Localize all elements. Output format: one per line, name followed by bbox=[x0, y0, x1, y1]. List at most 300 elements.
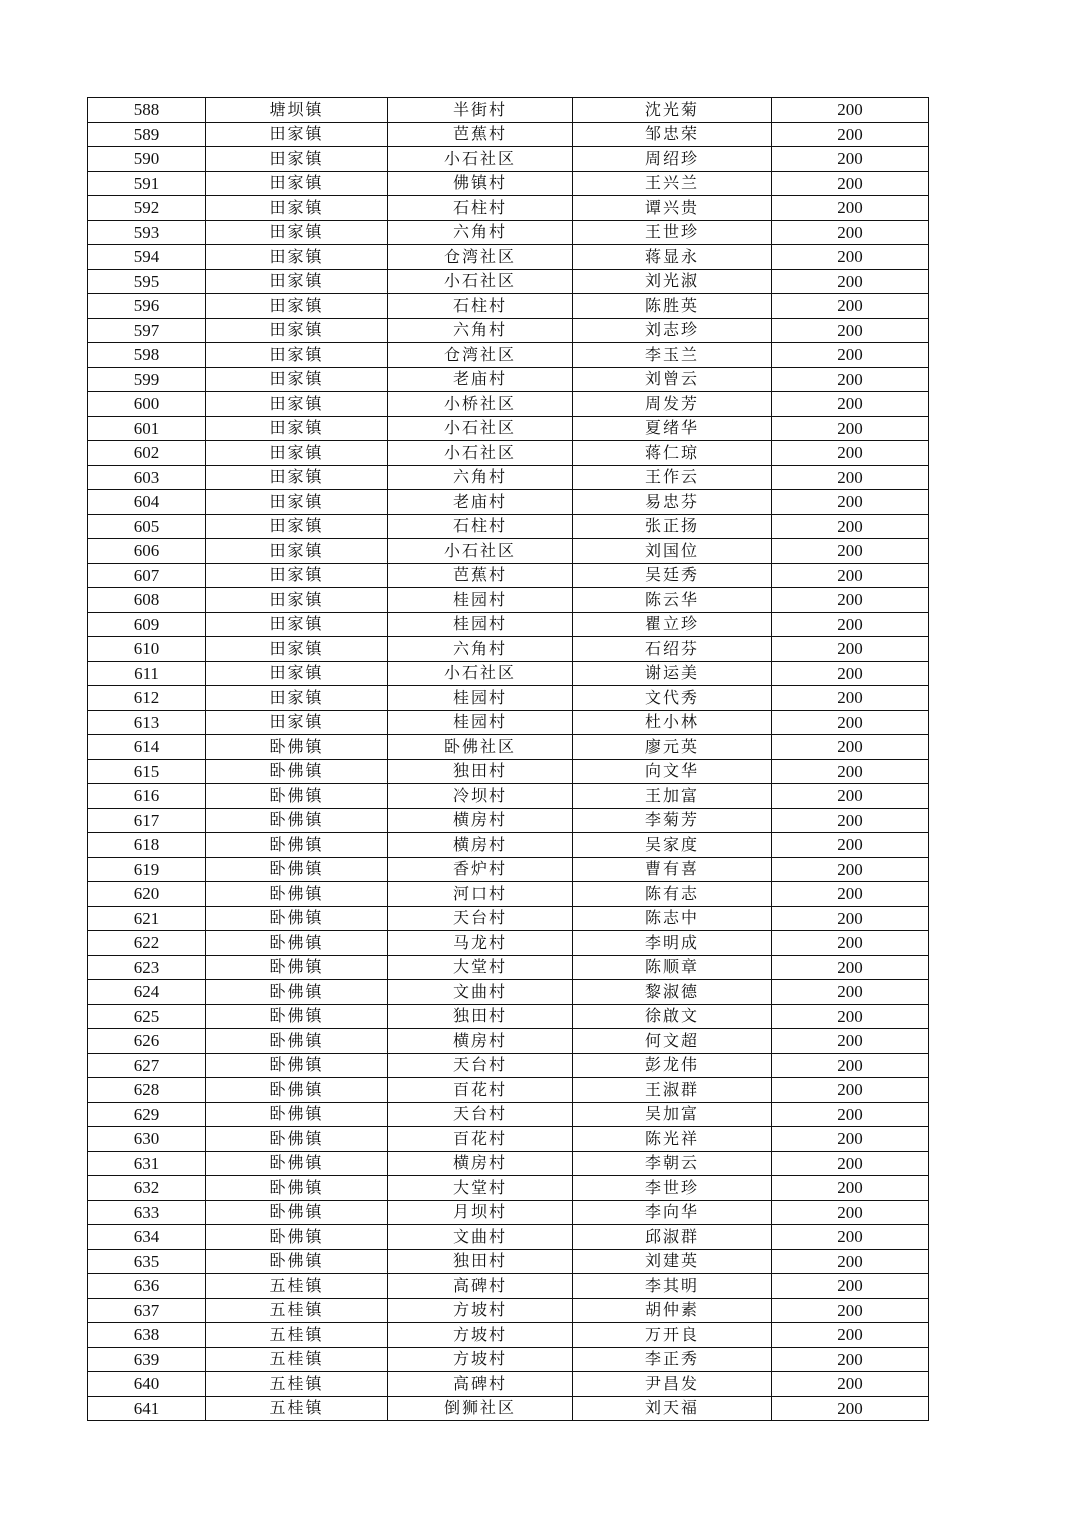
name-cell: 谭兴贵 bbox=[573, 196, 772, 221]
town-cell: 卧佛镇 bbox=[206, 1029, 388, 1054]
row-number-cell: 623 bbox=[88, 955, 206, 980]
town-cell: 卧佛镇 bbox=[206, 931, 388, 956]
row-number-cell: 605 bbox=[88, 514, 206, 539]
row-number-cell: 631 bbox=[88, 1151, 206, 1176]
village-cell: 仓湾社区 bbox=[388, 245, 573, 270]
town-cell: 卧佛镇 bbox=[206, 1151, 388, 1176]
amount-cell: 200 bbox=[772, 1347, 929, 1372]
row-number-cell: 622 bbox=[88, 931, 206, 956]
name-cell: 王淑群 bbox=[573, 1078, 772, 1103]
name-cell: 张正扬 bbox=[573, 514, 772, 539]
village-cell: 天台村 bbox=[388, 1053, 573, 1078]
table-row bbox=[88, 906, 929, 931]
table-row bbox=[88, 245, 929, 270]
row-number-cell: 599 bbox=[88, 367, 206, 392]
row-number-cell: 639 bbox=[88, 1347, 206, 1372]
table-row bbox=[88, 171, 929, 196]
row-number-cell: 629 bbox=[88, 1102, 206, 1127]
amount-cell: 200 bbox=[772, 490, 929, 515]
town-cell: 田家镇 bbox=[206, 686, 388, 711]
row-number-cell: 624 bbox=[88, 980, 206, 1005]
table-row bbox=[88, 1274, 929, 1299]
amount-cell: 200 bbox=[772, 1200, 929, 1225]
amount-cell: 200 bbox=[772, 294, 929, 319]
amount-cell: 200 bbox=[772, 955, 929, 980]
table-row bbox=[88, 637, 929, 662]
name-cell: 黎淑德 bbox=[573, 980, 772, 1005]
village-cell: 天台村 bbox=[388, 906, 573, 931]
amount-cell: 200 bbox=[772, 539, 929, 564]
name-cell: 瞿立珍 bbox=[573, 612, 772, 637]
table-row bbox=[88, 1029, 929, 1054]
town-cell: 卧佛镇 bbox=[206, 1004, 388, 1029]
name-cell: 李其明 bbox=[573, 1274, 772, 1299]
town-cell: 卧佛镇 bbox=[206, 1225, 388, 1250]
table-row bbox=[88, 269, 929, 294]
village-cell: 老庙村 bbox=[388, 367, 573, 392]
name-cell: 王兴兰 bbox=[573, 171, 772, 196]
town-cell: 五桂镇 bbox=[206, 1396, 388, 1421]
amount-cell: 200 bbox=[772, 906, 929, 931]
amount-cell: 200 bbox=[772, 318, 929, 343]
village-cell: 天台村 bbox=[388, 1102, 573, 1127]
town-cell: 田家镇 bbox=[206, 196, 388, 221]
name-cell: 陈光祥 bbox=[573, 1127, 772, 1152]
row-number-cell: 601 bbox=[88, 416, 206, 441]
row-number-cell: 615 bbox=[88, 759, 206, 784]
table-row bbox=[88, 465, 929, 490]
name-cell: 吴廷秀 bbox=[573, 563, 772, 588]
amount-cell: 200 bbox=[772, 784, 929, 809]
table-row bbox=[88, 759, 929, 784]
town-cell: 卧佛镇 bbox=[206, 833, 388, 858]
row-number-cell: 588 bbox=[88, 98, 206, 123]
name-cell: 陈顺章 bbox=[573, 955, 772, 980]
name-cell: 邱淑群 bbox=[573, 1225, 772, 1250]
town-cell: 田家镇 bbox=[206, 392, 388, 417]
name-cell: 李世珍 bbox=[573, 1176, 772, 1201]
town-cell: 田家镇 bbox=[206, 294, 388, 319]
table-row bbox=[88, 1249, 929, 1274]
name-cell: 吴加富 bbox=[573, 1102, 772, 1127]
table-row bbox=[88, 882, 929, 907]
amount-cell: 200 bbox=[772, 343, 929, 368]
village-cell: 月坝村 bbox=[388, 1200, 573, 1225]
row-number-cell: 633 bbox=[88, 1200, 206, 1225]
village-cell: 小石社区 bbox=[388, 539, 573, 564]
amount-cell: 200 bbox=[772, 1029, 929, 1054]
town-cell: 卧佛镇 bbox=[206, 1102, 388, 1127]
village-cell: 小石社区 bbox=[388, 147, 573, 172]
row-number-cell: 598 bbox=[88, 343, 206, 368]
amount-cell: 200 bbox=[772, 269, 929, 294]
town-cell: 卧佛镇 bbox=[206, 906, 388, 931]
town-cell: 卧佛镇 bbox=[206, 1249, 388, 1274]
amount-cell: 200 bbox=[772, 98, 929, 123]
amount-cell: 200 bbox=[772, 637, 929, 662]
town-cell: 田家镇 bbox=[206, 661, 388, 686]
town-cell: 卧佛镇 bbox=[206, 1176, 388, 1201]
village-cell: 横房村 bbox=[388, 1151, 573, 1176]
village-cell: 六角村 bbox=[388, 637, 573, 662]
name-cell: 刘光淑 bbox=[573, 269, 772, 294]
village-cell: 横房村 bbox=[388, 1029, 573, 1054]
table-row bbox=[88, 833, 929, 858]
amount-cell: 200 bbox=[772, 710, 929, 735]
row-number-cell: 620 bbox=[88, 882, 206, 907]
row-number-cell: 603 bbox=[88, 465, 206, 490]
name-cell: 石绍芬 bbox=[573, 637, 772, 662]
name-cell: 何文超 bbox=[573, 1029, 772, 1054]
name-cell: 刘志珍 bbox=[573, 318, 772, 343]
row-number-cell: 621 bbox=[88, 906, 206, 931]
table-row bbox=[88, 563, 929, 588]
amount-cell: 200 bbox=[772, 367, 929, 392]
town-cell: 五桂镇 bbox=[206, 1274, 388, 1299]
table-row bbox=[88, 539, 929, 564]
name-cell: 李明成 bbox=[573, 931, 772, 956]
row-number-cell: 636 bbox=[88, 1274, 206, 1299]
name-cell: 周绍珍 bbox=[573, 147, 772, 172]
row-number-cell: 626 bbox=[88, 1029, 206, 1054]
name-cell: 陈有志 bbox=[573, 882, 772, 907]
village-cell: 老庙村 bbox=[388, 490, 573, 515]
row-number-cell: 641 bbox=[88, 1396, 206, 1421]
row-number-cell: 613 bbox=[88, 710, 206, 735]
amount-cell: 200 bbox=[772, 441, 929, 466]
row-number-cell: 596 bbox=[88, 294, 206, 319]
table-row bbox=[88, 147, 929, 172]
row-number-cell: 600 bbox=[88, 392, 206, 417]
table-row bbox=[88, 343, 929, 368]
amount-cell: 200 bbox=[772, 931, 929, 956]
village-cell: 倒狮社区 bbox=[388, 1396, 573, 1421]
village-cell: 芭蕉村 bbox=[388, 122, 573, 147]
amount-cell: 200 bbox=[772, 588, 929, 613]
amount-cell: 200 bbox=[772, 686, 929, 711]
amount-cell: 200 bbox=[772, 1127, 929, 1152]
name-cell: 胡仲素 bbox=[573, 1298, 772, 1323]
table-row bbox=[88, 318, 929, 343]
table-row bbox=[88, 931, 929, 956]
row-number-cell: 616 bbox=[88, 784, 206, 809]
row-number-cell: 589 bbox=[88, 122, 206, 147]
village-cell: 小石社区 bbox=[388, 269, 573, 294]
table-row bbox=[88, 514, 929, 539]
town-cell: 五桂镇 bbox=[206, 1372, 388, 1397]
town-cell: 田家镇 bbox=[206, 539, 388, 564]
village-cell: 横房村 bbox=[388, 833, 573, 858]
name-cell: 李菊芳 bbox=[573, 808, 772, 833]
village-cell: 半街村 bbox=[388, 98, 573, 123]
town-cell: 田家镇 bbox=[206, 441, 388, 466]
table-row bbox=[88, 1053, 929, 1078]
amount-cell: 200 bbox=[772, 1298, 929, 1323]
table-row bbox=[88, 808, 929, 833]
name-cell: 易忠芬 bbox=[573, 490, 772, 515]
village-cell: 大堂村 bbox=[388, 955, 573, 980]
village-cell: 小石社区 bbox=[388, 661, 573, 686]
town-cell: 田家镇 bbox=[206, 563, 388, 588]
town-cell: 田家镇 bbox=[206, 147, 388, 172]
village-cell: 小桥社区 bbox=[388, 392, 573, 417]
table-row bbox=[88, 1372, 929, 1397]
row-number-cell: 638 bbox=[88, 1323, 206, 1348]
amount-cell: 200 bbox=[772, 245, 929, 270]
row-number-cell: 611 bbox=[88, 661, 206, 686]
town-cell: 田家镇 bbox=[206, 245, 388, 270]
amount-cell: 200 bbox=[772, 1396, 929, 1421]
name-cell: 向文华 bbox=[573, 759, 772, 784]
amount-cell: 200 bbox=[772, 735, 929, 760]
amount-cell: 200 bbox=[772, 514, 929, 539]
village-cell: 小石社区 bbox=[388, 441, 573, 466]
row-number-cell: 608 bbox=[88, 588, 206, 613]
village-cell: 方坡村 bbox=[388, 1298, 573, 1323]
name-cell: 曹有喜 bbox=[573, 857, 772, 882]
amount-cell: 200 bbox=[772, 1323, 929, 1348]
amount-cell: 200 bbox=[772, 833, 929, 858]
town-cell: 卧佛镇 bbox=[206, 1078, 388, 1103]
name-cell: 谢运美 bbox=[573, 661, 772, 686]
row-number-cell: 619 bbox=[88, 857, 206, 882]
village-cell: 石柱村 bbox=[388, 196, 573, 221]
row-number-cell: 592 bbox=[88, 196, 206, 221]
row-number-cell: 632 bbox=[88, 1176, 206, 1201]
table-row bbox=[88, 857, 929, 882]
table-row bbox=[88, 1151, 929, 1176]
amount-cell: 200 bbox=[772, 465, 929, 490]
row-number-cell: 604 bbox=[88, 490, 206, 515]
name-cell: 刘曾云 bbox=[573, 367, 772, 392]
town-cell: 五桂镇 bbox=[206, 1347, 388, 1372]
table-row bbox=[88, 1200, 929, 1225]
table-row bbox=[88, 441, 929, 466]
table-row bbox=[88, 1298, 929, 1323]
town-cell: 卧佛镇 bbox=[206, 784, 388, 809]
village-cell: 六角村 bbox=[388, 465, 573, 490]
name-cell: 陈云华 bbox=[573, 588, 772, 613]
town-cell: 卧佛镇 bbox=[206, 735, 388, 760]
amount-cell: 200 bbox=[772, 147, 929, 172]
amount-cell: 200 bbox=[772, 1372, 929, 1397]
table-row bbox=[88, 1176, 929, 1201]
row-number-cell: 627 bbox=[88, 1053, 206, 1078]
row-number-cell: 595 bbox=[88, 269, 206, 294]
village-cell: 文曲村 bbox=[388, 980, 573, 1005]
table-row bbox=[88, 735, 929, 760]
village-cell: 马龙村 bbox=[388, 931, 573, 956]
town-cell: 卧佛镇 bbox=[206, 980, 388, 1005]
town-cell: 田家镇 bbox=[206, 588, 388, 613]
town-cell: 田家镇 bbox=[206, 220, 388, 245]
row-number-cell: 597 bbox=[88, 318, 206, 343]
village-cell: 佛镇村 bbox=[388, 171, 573, 196]
town-cell: 田家镇 bbox=[206, 269, 388, 294]
name-cell: 陈志中 bbox=[573, 906, 772, 931]
town-cell: 田家镇 bbox=[206, 514, 388, 539]
amount-cell: 200 bbox=[772, 1078, 929, 1103]
village-cell: 独田村 bbox=[388, 1004, 573, 1029]
village-cell: 百花村 bbox=[388, 1127, 573, 1152]
row-number-cell: 612 bbox=[88, 686, 206, 711]
row-number-cell: 628 bbox=[88, 1078, 206, 1103]
name-cell: 李朝云 bbox=[573, 1151, 772, 1176]
name-cell: 王加富 bbox=[573, 784, 772, 809]
village-cell: 芭蕉村 bbox=[388, 563, 573, 588]
village-cell: 冷坝村 bbox=[388, 784, 573, 809]
amount-cell: 200 bbox=[772, 122, 929, 147]
amount-cell: 200 bbox=[772, 1102, 929, 1127]
table-row bbox=[88, 612, 929, 637]
table-row bbox=[88, 98, 929, 123]
amount-cell: 200 bbox=[772, 1151, 929, 1176]
roster-table bbox=[87, 97, 929, 1421]
name-cell: 刘建英 bbox=[573, 1249, 772, 1274]
row-number-cell: 617 bbox=[88, 808, 206, 833]
row-number-cell: 614 bbox=[88, 735, 206, 760]
amount-cell: 200 bbox=[772, 196, 929, 221]
table-row bbox=[88, 955, 929, 980]
village-cell: 高碑村 bbox=[388, 1372, 573, 1397]
table-row bbox=[88, 122, 929, 147]
village-cell: 石柱村 bbox=[388, 294, 573, 319]
town-cell: 田家镇 bbox=[206, 416, 388, 441]
name-cell: 陈胜英 bbox=[573, 294, 772, 319]
town-cell: 卧佛镇 bbox=[206, 955, 388, 980]
town-cell: 卧佛镇 bbox=[206, 882, 388, 907]
village-cell: 桂园村 bbox=[388, 588, 573, 613]
row-number-cell: 640 bbox=[88, 1372, 206, 1397]
village-cell: 独田村 bbox=[388, 1249, 573, 1274]
row-number-cell: 606 bbox=[88, 539, 206, 564]
name-cell: 彭龙伟 bbox=[573, 1053, 772, 1078]
table-row bbox=[88, 1396, 929, 1421]
name-cell: 杜小林 bbox=[573, 710, 772, 735]
town-cell: 卧佛镇 bbox=[206, 808, 388, 833]
village-cell: 河口村 bbox=[388, 882, 573, 907]
village-cell: 桂园村 bbox=[388, 612, 573, 637]
table-row bbox=[88, 1102, 929, 1127]
table-row bbox=[88, 294, 929, 319]
town-cell: 卧佛镇 bbox=[206, 857, 388, 882]
village-cell: 石柱村 bbox=[388, 514, 573, 539]
amount-cell: 200 bbox=[772, 1004, 929, 1029]
name-cell: 刘国位 bbox=[573, 539, 772, 564]
name-cell: 李向华 bbox=[573, 1200, 772, 1225]
village-cell: 大堂村 bbox=[388, 1176, 573, 1201]
table-row bbox=[88, 1225, 929, 1250]
town-cell: 卧佛镇 bbox=[206, 1200, 388, 1225]
town-cell: 塘坝镇 bbox=[206, 98, 388, 123]
town-cell: 卧佛镇 bbox=[206, 759, 388, 784]
town-cell: 田家镇 bbox=[206, 318, 388, 343]
town-cell: 田家镇 bbox=[206, 710, 388, 735]
name-cell: 万开良 bbox=[573, 1323, 772, 1348]
table-row bbox=[88, 1127, 929, 1152]
amount-cell: 200 bbox=[772, 1274, 929, 1299]
amount-cell: 200 bbox=[772, 759, 929, 784]
row-number-cell: 637 bbox=[88, 1298, 206, 1323]
table-row bbox=[88, 710, 929, 735]
table-row bbox=[88, 490, 929, 515]
name-cell: 周发芳 bbox=[573, 392, 772, 417]
amount-cell: 200 bbox=[772, 1176, 929, 1201]
table-row bbox=[88, 686, 929, 711]
row-number-cell: 594 bbox=[88, 245, 206, 270]
name-cell: 邹忠荣 bbox=[573, 122, 772, 147]
village-cell: 横房村 bbox=[388, 808, 573, 833]
village-cell: 方坡村 bbox=[388, 1347, 573, 1372]
table-row bbox=[88, 980, 929, 1005]
town-cell: 田家镇 bbox=[206, 343, 388, 368]
name-cell: 刘天福 bbox=[573, 1396, 772, 1421]
town-cell: 卧佛镇 bbox=[206, 1127, 388, 1152]
village-cell: 香炉村 bbox=[388, 857, 573, 882]
row-number-cell: 634 bbox=[88, 1225, 206, 1250]
village-cell: 独田村 bbox=[388, 759, 573, 784]
town-cell: 田家镇 bbox=[206, 171, 388, 196]
amount-cell: 200 bbox=[772, 1053, 929, 1078]
table-row bbox=[88, 1323, 929, 1348]
amount-cell: 200 bbox=[772, 1249, 929, 1274]
row-number-cell: 609 bbox=[88, 612, 206, 637]
row-number-cell: 607 bbox=[88, 563, 206, 588]
row-number-cell: 593 bbox=[88, 220, 206, 245]
amount-cell: 200 bbox=[772, 661, 929, 686]
town-cell: 田家镇 bbox=[206, 465, 388, 490]
town-cell: 卧佛镇 bbox=[206, 1053, 388, 1078]
amount-cell: 200 bbox=[772, 980, 929, 1005]
name-cell: 李正秀 bbox=[573, 1347, 772, 1372]
town-cell: 五桂镇 bbox=[206, 1323, 388, 1348]
village-cell: 百花村 bbox=[388, 1078, 573, 1103]
amount-cell: 200 bbox=[772, 563, 929, 588]
roster-table-body bbox=[88, 98, 929, 1421]
name-cell: 徐啟文 bbox=[573, 1004, 772, 1029]
town-cell: 田家镇 bbox=[206, 637, 388, 662]
town-cell: 五桂镇 bbox=[206, 1298, 388, 1323]
name-cell: 王作云 bbox=[573, 465, 772, 490]
name-cell: 蒋显永 bbox=[573, 245, 772, 270]
village-cell: 卧佛社区 bbox=[388, 735, 573, 760]
village-cell: 仓湾社区 bbox=[388, 343, 573, 368]
table-row bbox=[88, 588, 929, 613]
table-row bbox=[88, 1347, 929, 1372]
village-cell: 桂园村 bbox=[388, 710, 573, 735]
amount-cell: 200 bbox=[772, 612, 929, 637]
name-cell: 沈光菊 bbox=[573, 98, 772, 123]
table-row bbox=[88, 196, 929, 221]
village-cell: 高碑村 bbox=[388, 1274, 573, 1299]
amount-cell: 200 bbox=[772, 416, 929, 441]
row-number-cell: 590 bbox=[88, 147, 206, 172]
table-row bbox=[88, 367, 929, 392]
table-row bbox=[88, 392, 929, 417]
name-cell: 夏绪华 bbox=[573, 416, 772, 441]
table-row bbox=[88, 1004, 929, 1029]
town-cell: 田家镇 bbox=[206, 612, 388, 637]
row-number-cell: 602 bbox=[88, 441, 206, 466]
table-row bbox=[88, 1078, 929, 1103]
amount-cell: 200 bbox=[772, 857, 929, 882]
village-cell: 桂园村 bbox=[388, 686, 573, 711]
table-row bbox=[88, 661, 929, 686]
amount-cell: 200 bbox=[772, 1225, 929, 1250]
village-cell: 六角村 bbox=[388, 220, 573, 245]
table-row bbox=[88, 784, 929, 809]
name-cell: 王世珍 bbox=[573, 220, 772, 245]
